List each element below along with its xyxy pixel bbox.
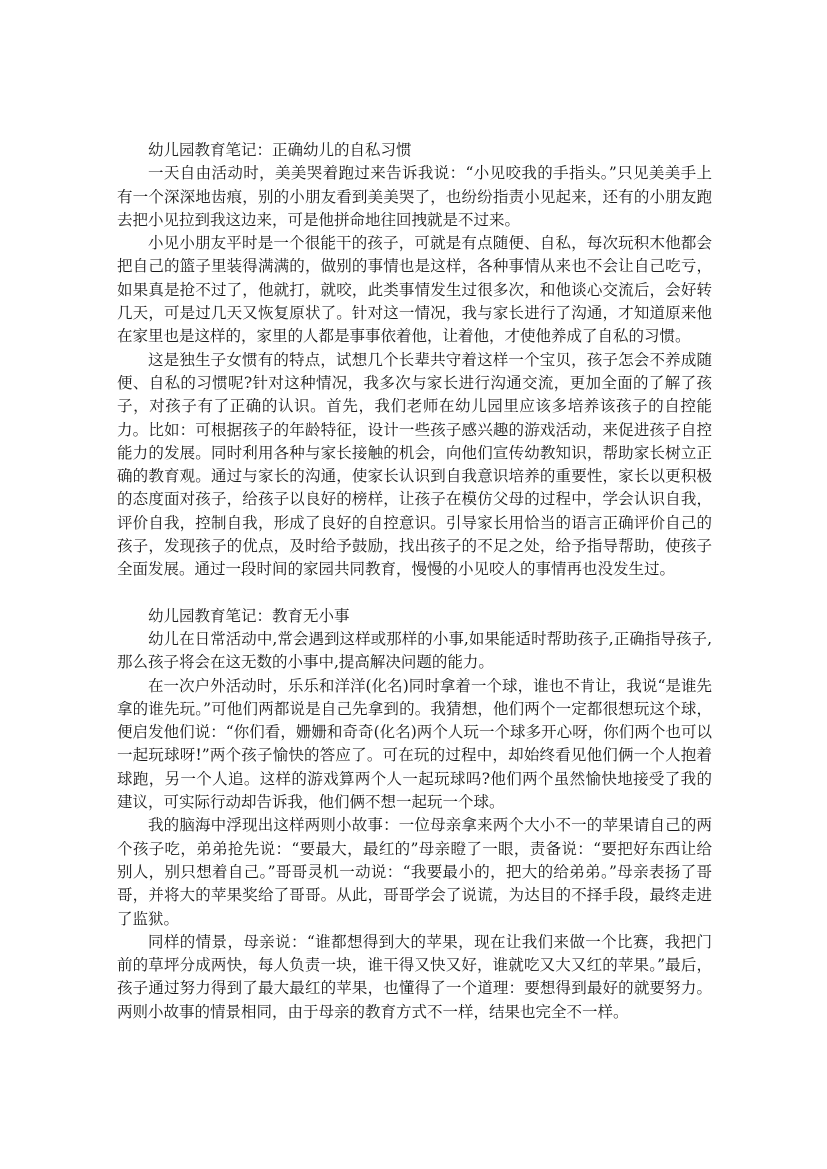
article-title: 幼儿园教育笔记：正确幼儿的自私习惯 — [148, 141, 412, 159]
article-title: 幼儿园教育笔记：教育无小事 — [148, 606, 350, 625]
paragraph: 同样的情景，母亲说：“谁都想得到大的苹果，现在让我们来做一个比赛，我把门前的草坪分成两快，每人负责一块，谁干得又快又好，谁就吃又大又红的苹果。”最后，孩子通过努力得到了最大最红的苹果，也懂得了一个道理：要想得到最好的就要努力。两则小故事的情景相同，由于母亲的教育方式不一样，结果也完全不一样。 — [117, 932, 712, 1021]
paragraph: 幼儿在日常活动中,常会遇到这样或那样的小事,如果能适时帮助孩子,正确指导孩子,那么孩子将会在这无数的小事中,提高解决问题的能力。 — [117, 629, 712, 672]
paragraph: 这是独生子女惯有的特点，试想几个长辈共守着这样一个宝贝，孩子怎会不养成随便、自私的习惯呢?针对这种情况，我多次与家长进行沟通交流，更加全面的了解了孩子，对孩子有了正确的认识。首先，我们老师在幼儿园里应该多培养该孩子的自控能力。比如：可根据孩子的年龄特征，设计一些孩子感兴趣的游戏活动，来促进孩子自控能力的发展。同时利用各种与家长接触的机会，向他们宣传幼教知识，帮助家长树立正确的教育观。通过与家长的沟通，使家长认识到自我意识培养的重要性，家长以更积极的态度面对孩子，给孩子以良好的榜样，让孩子在模仿父母的过程中，学会认识自我，评价自我，控制自我，形成了良好的自控意识。引导家长用恰当的语言正确评价自己的孩子，发现孩子的优点，及时给予鼓励，找出孩子的不足之处，给予指导帮助，使孩子全面发展。通过一段时间的家园共同教育，慢慢的小见咬人的事情再也没发生过。 — [117, 350, 712, 579]
article-section-2 — [117, 605, 712, 1024]
section-spacer — [117, 582, 712, 605]
paragraph: 一天自由活动时，美美哭着跑过来告诉我说：“小见咬我的手指头。”只见美美手上有一个深深地齿痕，别的小朋友看到美美哭了，也纷纷指责小见起来，还有的小朋友跑去把小见拉到我这边来，可是他拼命地往回拽就是不过来。 — [117, 164, 712, 229]
paragraph: 我的脑海中浮现出这样两则小故事：一位母亲拿来两个大小不一的苹果请自己的两个孩子吃，弟弟抢先说：“要最大，最红的”母亲瞪了一眼，责备说：“要把好东西让给别人，别只想着自己。”哥哥灵机一动说：“我要最小的，把大的给弟弟。”母亲表扬了哥哥，并将大的苹果奖给了哥哥。从此，哥哥学会了说谎，为达目的不择手段，最终走进了监狱。 — [117, 816, 712, 928]
paragraph: 小见小朋友平时是一个很能干的孩子，可就是有点随便、自私，每次玩积木他都会把自己的篮子里装得满满的，做别的事情也是这样，各种事情从来也不会让自己吃亏，如果真是抢不过了，他就打，就咬，此类事情发生过很多次，和他谈心交流后，会好转几天，可是过几天又恢复原状了。针对这一情况，我与家长进行了沟通，才知道原来他在家里也是这样的，家里的人都是事事依着他，让着他，才使他养成了自私的习惯。 — [117, 234, 712, 346]
document-page — [117, 139, 712, 1024]
article-section-1 — [117, 139, 712, 582]
paragraph: 在一次户外活动时，乐乐和洋洋(化名)同时拿着一个球，谁也不肯让，我说“是谁先拿的谁先玩。”可他们两都说是自己先拿到的。我猜想，他们两个一定都很想玩这个球，便启发他们说：“你们看，姗姗和奇奇(化名)两个人玩一个球多开心呀，你们两个也可以一起玩球呀!”两个孩子愉快的答应了。可在玩的过程中，却始终看见他们俩一个人抱着球跑，另一个人追。这样的游戏算两个人一起玩球吗?他们两个虽然愉快地接受了我的建议，可实际行动却告诉我，他们俩不想一起玩一个球。 — [117, 676, 712, 812]
